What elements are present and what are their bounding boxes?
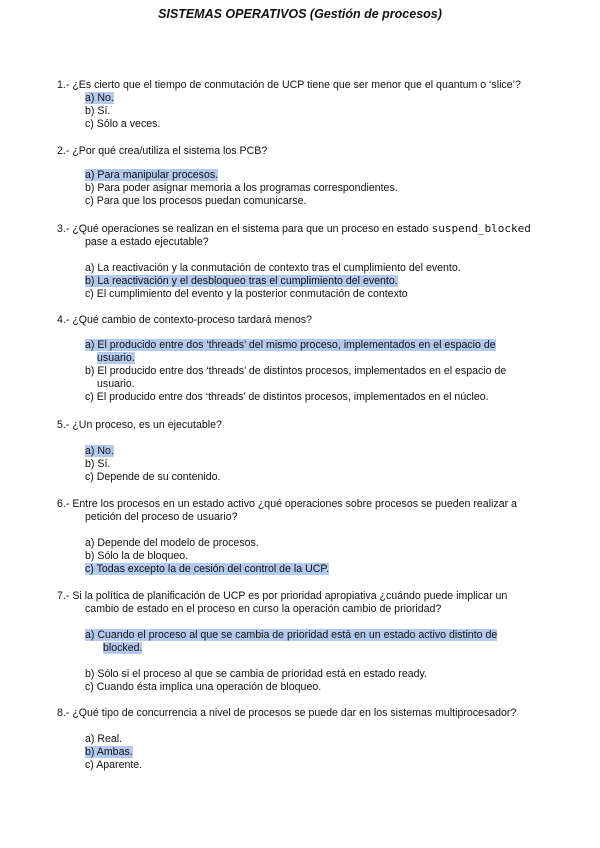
option-b: b) Sólo la de bloqueo. [85, 550, 189, 562]
option-c: c) Para que los procesos puedan comunicarse. [85, 195, 307, 207]
option-b: b) Sí. [85, 105, 111, 117]
question-text-continued: pase a estado ejecutable? [85, 236, 209, 248]
option-a: a) Real. [85, 733, 123, 745]
option-c: c) Aparente. [85, 759, 143, 771]
option-b: b) La reactivación y el desbloqueo tras el cumplimiento del evento. [85, 275, 398, 287]
option-b: b) El producido entre dos ‘threads’ de distintos procesos, implementados en el espacio de usuario. [85, 365, 507, 390]
question-3 [57, 222, 557, 301]
question-text: 3.- ¿Qué operaciones se realizan en el sistema para que un proceso en estado suspend_blocked [57, 222, 531, 235]
option-a: a) Depende del modelo de procesos. [85, 537, 259, 549]
option-b: b) Sólo si el proceso al que se cambia de prioridad está en estado ready. [85, 668, 427, 680]
option-a: a) No. [85, 92, 114, 104]
question-5 [57, 419, 557, 484]
option-b: b) Sí. [85, 458, 111, 470]
question-text: 2.- ¿Por qué crea/utiliza el sistema los PCB? [57, 145, 268, 157]
question-text: 1.- ¿Es cierto que el tiempo de conmutación de UCP tiene que ser menor que el quantum o ‘slice’? [57, 79, 521, 91]
option-b: b) Para poder asignar memoria a los programas correspondientes. [85, 182, 398, 194]
page-title: SISTEMAS OPERATIVOS (Gestión de procesos) [158, 7, 442, 21]
question-7 [57, 590, 557, 694]
option-a: a) Cuando el proceso al que se cambia de prioridad está en un estado activo distinto de blocked. [85, 629, 498, 654]
option-a: a) El producido entre dos ‘threads’ del mismo proceso, implementados en el espacio de usuario. [85, 339, 496, 364]
question-2 [57, 145, 557, 208]
option-c: c) Sólo a veces. [85, 118, 161, 130]
question-1 [57, 79, 557, 131]
question-text: 5.- ¿Un proceso, es un ejecutable? [57, 419, 222, 431]
option-c: c) Depende de su contenido. [85, 471, 221, 483]
question-4 [57, 314, 557, 404]
question-text: 8.- ¿Qué tipo de concurrencia a nivel de procesos se puede dar en los sistemas multiprocesador? [57, 707, 517, 719]
option-c: c) El producido entre dos ‘threads’ de distintos procesos, implementados en el núcleo. [85, 391, 489, 403]
option-c: c) Cuando ésta implica una operación de bloqueo. [85, 681, 322, 693]
question-6 [57, 498, 557, 576]
option-c: c) Todas excepto la de cesión del control de la UCP. [85, 563, 330, 575]
option-c: c) El cumplimiento del evento y la posterior conmutación de contexto [85, 288, 408, 300]
option-a: a) No. [85, 445, 114, 457]
question-8 [57, 707, 557, 772]
question-text: 4.- ¿Qué cambio de contexto-proceso tardará menos? [57, 314, 312, 326]
question-text: 6.- Entre los procesos en un estado activo ¿qué operaciones sobre procesos se pueden realizar a [57, 498, 517, 510]
option-a: a) La reactivación y la conmutación de contexto tras el cumplimiento del evento. [85, 262, 461, 274]
option-a: a) Para manipular procesos. [85, 169, 219, 181]
question-text-continued: petición del proceso de usuario? [85, 511, 238, 523]
option-b: b) Ambas. [85, 746, 133, 758]
question-text-continued: cambio de estado en el proceso en curso la operación cambio de prioridad? [85, 603, 442, 615]
question-text: 7.- Si la política de planificación de UCP es por prioridad apropiativa ¿cuándo puede implicar un [57, 590, 508, 602]
